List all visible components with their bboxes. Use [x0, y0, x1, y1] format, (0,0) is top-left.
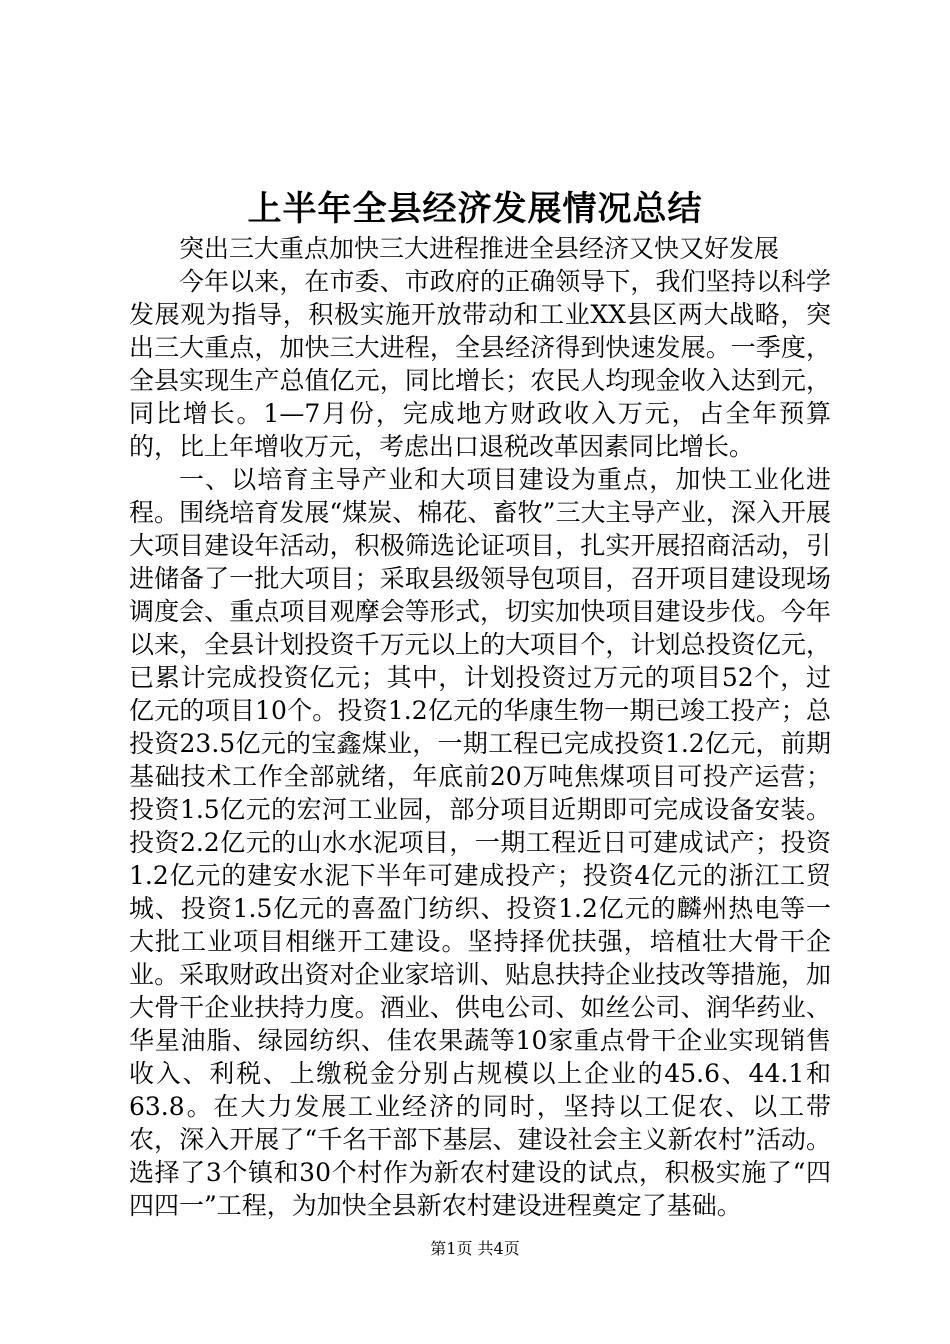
paragraph-industrialization: 一、以培育主导产业和大项目建设为重点，加快工业化进程。围绕培育发展“煤炭、棉花、畜牧”三大主导产业，深入开展大项目建设年活动，积极筛选论证项目，扎实开展招商活动，引进储备了一批大项目；采取县级领导包项目，召开项目建设现场调度会、重点项目观摩会等形式，切实加快项目建设步伐。今年以来，全县计划投资千万元以上的大项目个，计划总投资亿元，已累计完成投资亿元；其中，计划投资过万元的项目52个，过亿元的项目10个。投资1.2亿元的华康生物一期已竣工投产；总投资23.5亿元的宝鑫煤业，一期工程已完成投资1.2亿元，前期基础技术工作全部就绪，年底前20万吨焦煤项目可投产运营；投资1.5亿元的宏河工业园，部分项目近期即可完成设备安装。投资2.2亿元的山水水泥项目，一期工程近日可建成试产；投资1.2亿元的建安水泥下半年可建成投产；投资4亿元的浙江工贸城、投资1.5亿元的喜盈门纺织、投资1.2亿元的麟州热电等一大批工业项目相继开工建设。坚持择优扶强，培植壮大骨干企业。采取财政出资对企业家培训、贴息扶持企业技改等措施，加大骨干企业扶持力度。酒业、供电公司、如丝公司、润华药业、华星油脂、绿园纺织、佳农果蔬等10家重点骨干企业实现销售收入、利税、上缴税金分别占规模以上企业的45.6、44.1和63.8。在大力发展工业经济的同时，坚持以工促农、以工带农，深入开展了“千名干部下基层、建设社会主义新农村”活动。选择了3个镇和30个村作为新农村建设的试点，积极实施了“四四四一”工程，为加快全县新农村建设进程奠定了基础。 — [129, 465, 831, 1220]
document-body — [129, 232, 831, 1222]
document-title: 上半年全县经济发展情况总结 — [247, 189, 703, 229]
page-number-footer: 第1页 共4页 — [430, 1239, 520, 1258]
paragraph-intro: 今年以来，在市委、市政府的正确领导下，我们坚持以科学发展观为指导，积极实施开放带动和工业XX县区两大战略，突出三大重点，加快三大进程，全县经济得到快速发展。一季度，全县实现生产总值亿元，同比增长；农民人均现金收入达到元，同比增长。1—7月份，完成地方财政收入万元，占全年预算的，比上年增收万元，考虑出口退税改革因素同比增长。 — [129, 267, 831, 461]
document-subtitle: 突出三大重点加快三大进程推进全县经济又快又好发展 — [179, 234, 780, 263]
